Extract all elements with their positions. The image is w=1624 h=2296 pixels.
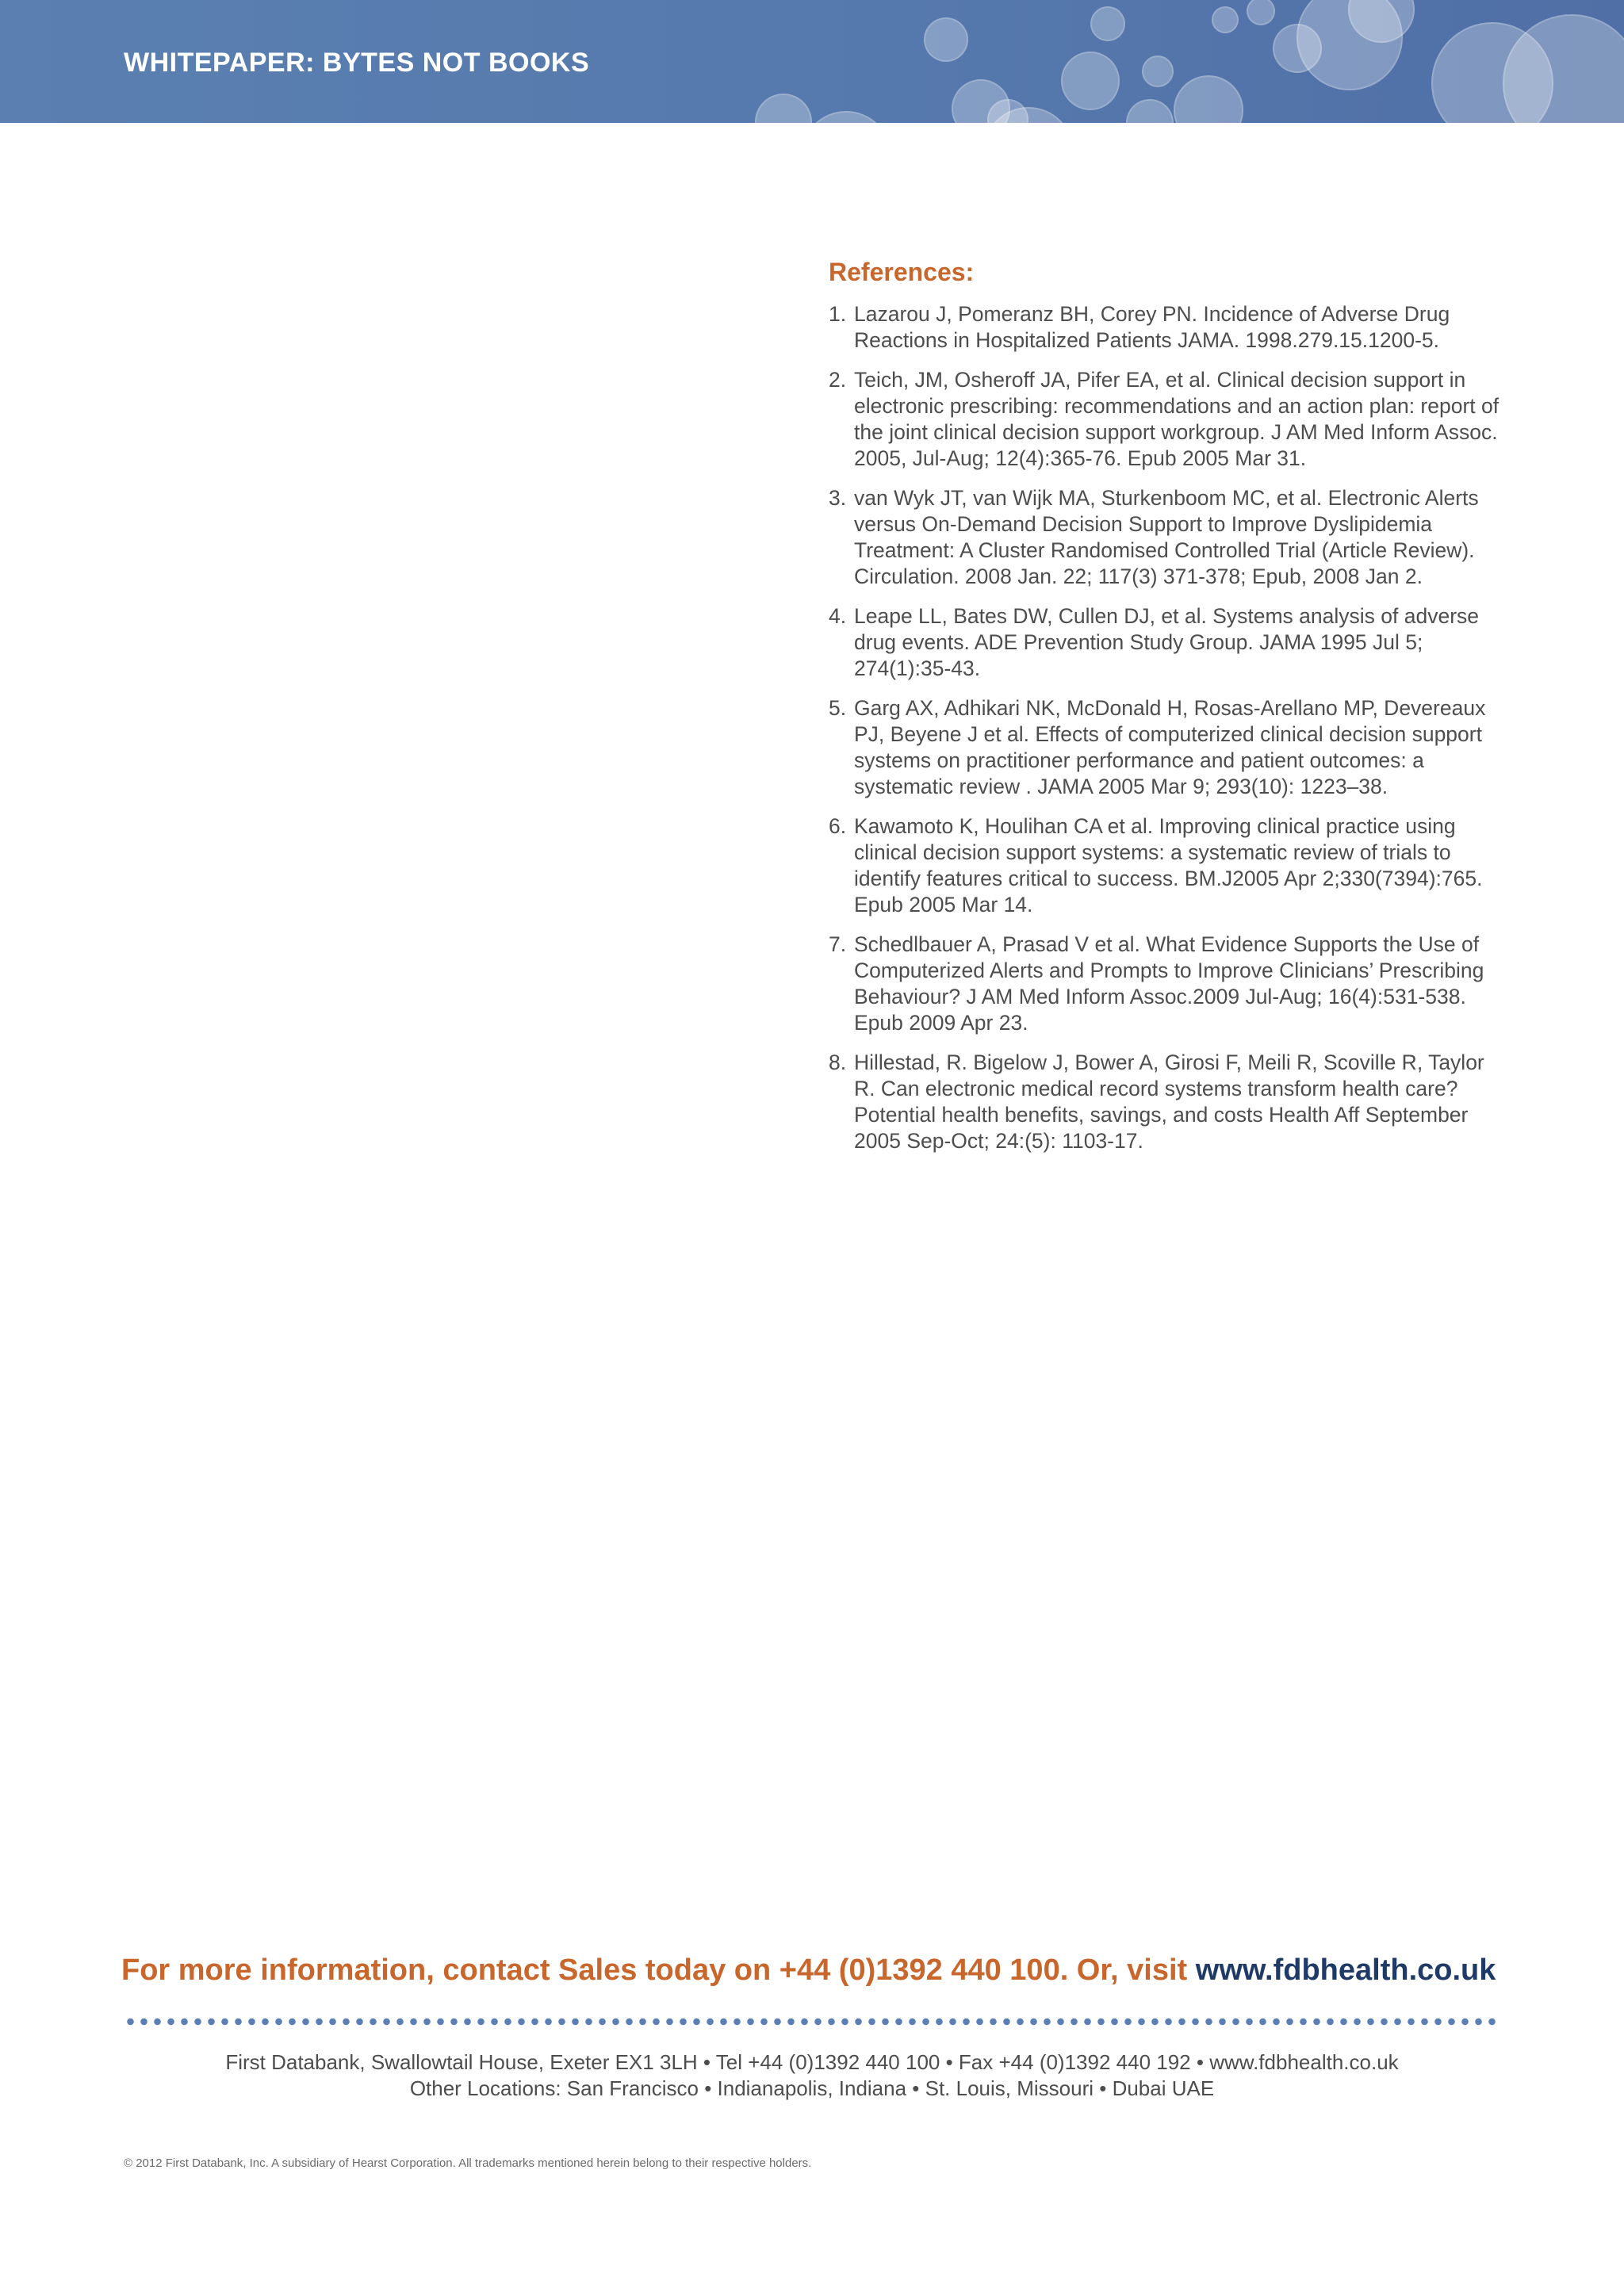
- copyright-notice: © 2012 First Databank, Inc. A subsidiary of Hearst Corporation. All trademarks mentioned herein belong to their respective holders.: [124, 2156, 812, 2170]
- decorative-bubble: [801, 111, 891, 123]
- header-banner: [0, 0, 1624, 123]
- decorative-bubble: [1247, 0, 1275, 25]
- reference-number: 3.: [829, 486, 847, 510]
- header-title: WHITEPAPER: BYTES NOT BOOKS: [124, 48, 590, 78]
- reference-text: Leape LL, Bates DW, Cullen DJ, et al. Systems analysis of adverse drug events. ADE Prevention Study Group. JAMA 1995 Jul 5; 274(1):35-43.: [854, 604, 1480, 680]
- reference-item: [829, 485, 1511, 590]
- reference-text: Garg AX, Adhikari NK, McDonald H, Rosas-Arellano MP, Devereaux PJ, Beyene J et al. Effects of computerized clinical decision support systems on practitioner performance and patient outcomes: a systematic review . JAMA 2005 Mar 9; 293(10): 1223–38.: [854, 696, 1486, 798]
- reference-item: [829, 367, 1511, 472]
- reference-item: [829, 603, 1511, 682]
- other-locations-line: Other Locations: San Francisco • Indianapolis, Indiana • St. Louis, Missouri • Dubai UAE: [409, 2076, 1215, 2100]
- reference-text: Lazarou J, Pomeranz BH, Corey PN. Incidence of Adverse Drug Reactions in Hospitalized Patients JAMA. 1998.279.15.1200-5.: [854, 302, 1450, 352]
- decorative-bubble: [1061, 52, 1120, 110]
- reference-item: [829, 695, 1511, 800]
- decorative-bubble: [1212, 6, 1239, 33]
- dotted-divider: [124, 2018, 1500, 2026]
- reference-text: Hillestad, R. Bigelow J, Bower A, Girosi F, Meili R, Scoville R, Taylor R. Can electronic medical record systems transform health care? Potential health benefits, savings, and costs Health Aff September 2005 Sep-Oct; 24:(5): 1103-17.: [854, 1050, 1484, 1153]
- decorative-bubble: [1142, 55, 1174, 87]
- reference-number: 7.: [829, 932, 847, 956]
- reference-text: van Wyk JT, van Wijk MA, Sturkenboom MC, et al. Electronic Alerts versus On-Demand Decision Support to Improve Dyslipidemia Treatment: A Cluster Randomised Controlled Trial (Article Review). Circulation. 2008 Jan. 22; 117(3) 371-378; Epub, 2008 Jan 2.: [854, 486, 1479, 588]
- reference-number: 4.: [829, 604, 847, 628]
- decorative-bubble: [1090, 6, 1125, 41]
- contact-text: For more information, contact Sales today on +44 (0)1392 440 100. Or, visit: [121, 1954, 1196, 1987]
- references-list: [829, 301, 1511, 1154]
- references-section: [829, 258, 1511, 1168]
- reference-number: 2.: [829, 368, 847, 392]
- reference-number: 1.: [829, 302, 847, 326]
- references-heading: References:: [829, 258, 975, 286]
- decorative-bubble: [755, 94, 812, 123]
- reference-number: 5.: [829, 696, 847, 720]
- contact-line: [121, 1954, 1509, 1988]
- reference-text: Schedlbauer A, Prasad V et al. What Evidence Supports the Use of Computerized Alerts and Prompts to Improve Clinicians’ Prescribing Behaviour? J AM Med Inform Assoc.2009 Jul-Aug; 16(4):531-538. Epub 2009 Apr 23.: [854, 932, 1484, 1035]
- reference-item: [829, 932, 1511, 1036]
- reference-number: 8.: [829, 1050, 847, 1074]
- reference-item: [829, 301, 1511, 354]
- decorative-bubble: [1174, 75, 1243, 123]
- reference-number: 6.: [829, 814, 847, 838]
- website-link[interactable]: www.fdbhealth.co.uk: [1195, 1954, 1496, 1987]
- decorative-bubble: [1126, 99, 1174, 123]
- reference-text: Kawamoto K, Houlihan CA et al. Improving clinical practice using clinical decision support systems: a systematic review of trials to identify features critical to success. BM.J2005 Apr 2;330(7394):765. Epub 2005 Mar 14.: [854, 814, 1483, 916]
- reference-text: Teich, JM, Osheroff JA, Pifer EA, et al. Clinical decision support in electronic prescribing: recommendations and an action plan: report of the joint clinical decision support workgroup. J AM Med Inform Assoc. 2005, Jul-Aug; 12(4):365-76. Epub 2005 Mar 31.: [854, 368, 1500, 470]
- decorative-bubble: [924, 17, 968, 62]
- address-line: First Databank, Swallowtail House, Exeter EX1 3LH • Tel +44 (0)1392 440 100 • Fax +44 (0)1392 440 192 • www.fdbhealth.co.uk: [225, 2050, 1399, 2074]
- reference-item: [829, 813, 1511, 918]
- reference-item: [829, 1050, 1511, 1154]
